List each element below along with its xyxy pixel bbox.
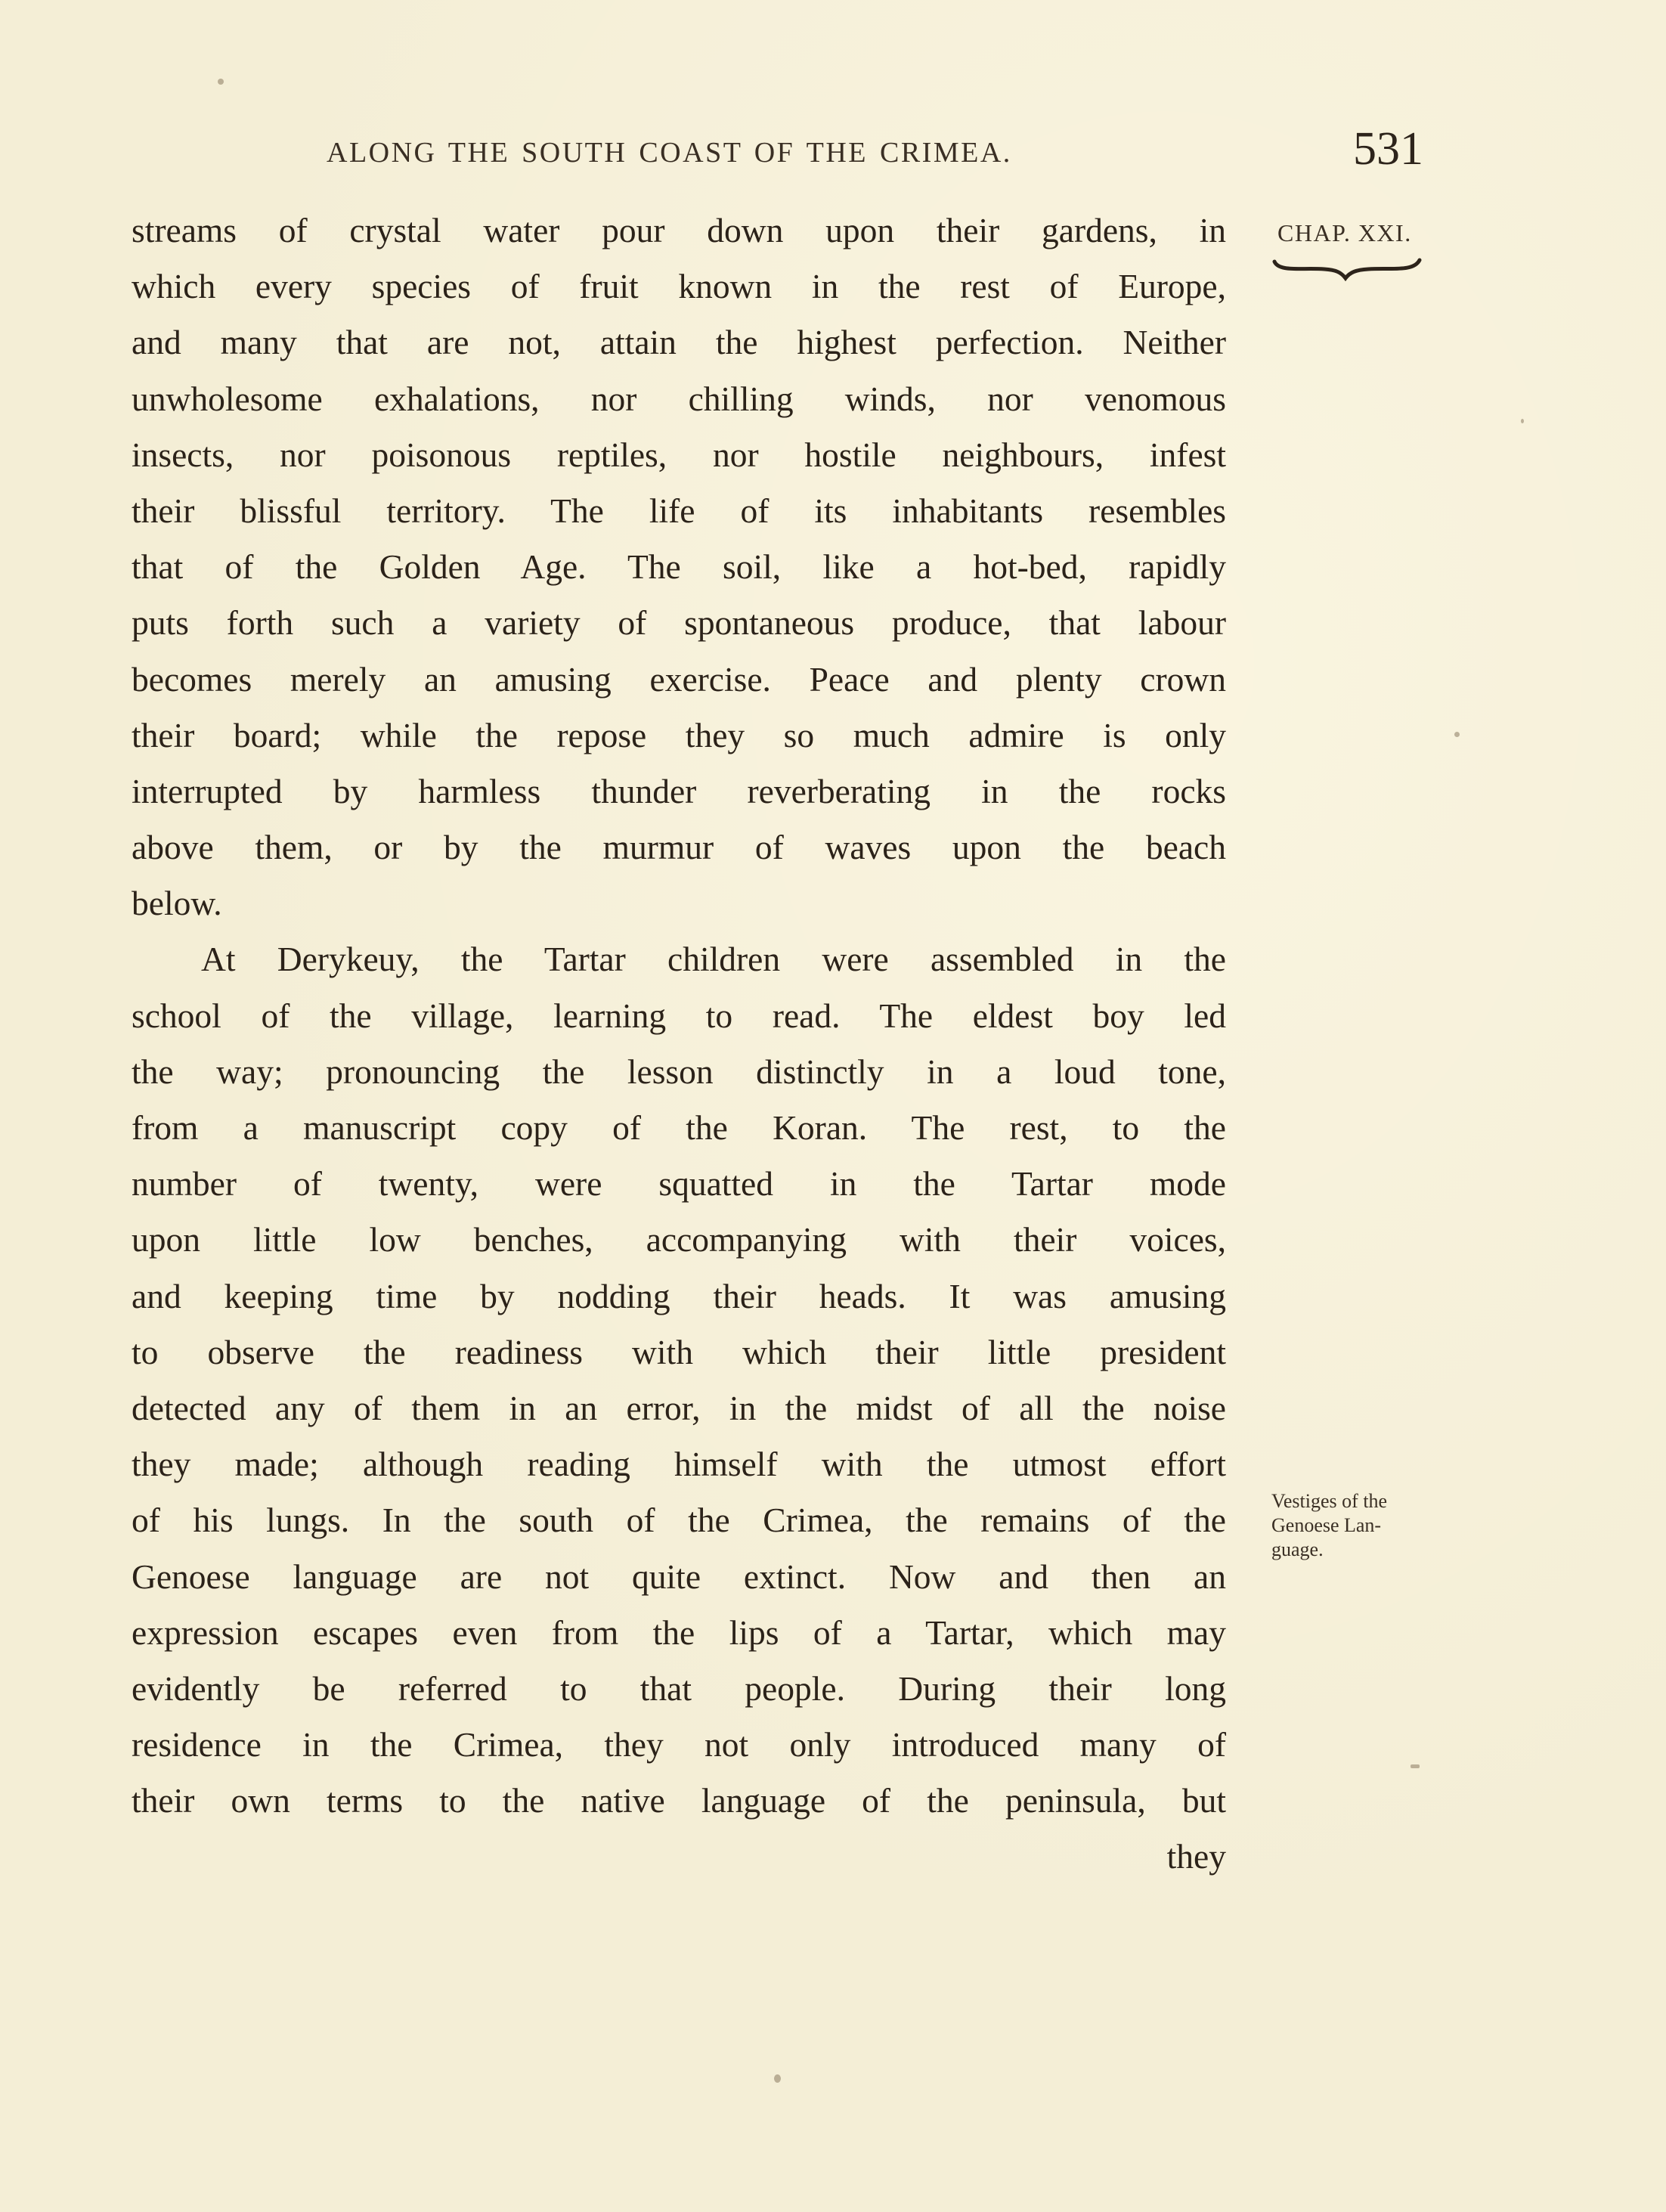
paper-speck — [1454, 732, 1460, 737]
text-line: their blissful territory. The life of its inhabitants resembles — [132, 491, 1226, 530]
text-line: Genoese language are not quite extinct. Now and then an — [132, 1557, 1226, 1596]
text-line: from a manuscript copy of the Koran. The rest, to the — [132, 1108, 1226, 1147]
text-line-paragraph-start: At Derykeuy, the Tartar children were assembled in the — [201, 940, 1226, 979]
text-line: insects, nor poisonous reptiles, nor hostile neighbours, infest — [132, 435, 1226, 474]
catchword: they — [1166, 1837, 1226, 1876]
text-line: puts forth such a variety of spontaneous produce, that labour — [132, 603, 1226, 643]
text-line: their own terms to the native language of the peninsula, but — [132, 1781, 1226, 1820]
text-line-paragraph-end: below. — [132, 884, 222, 923]
marginal-note-line: guage. — [1271, 1538, 1324, 1560]
text-line: streams of crystal water pour down upon their gardens, in — [132, 211, 1226, 249]
text-line: of his lungs. In the south of the Crimea, the remains of the — [132, 1501, 1226, 1540]
marginal-note-line: Vestiges of the — [1271, 1490, 1388, 1512]
text-line: number of twenty, were squatted in the Tartar mode — [132, 1164, 1226, 1204]
paper-speck — [774, 2074, 781, 2083]
paper-speck — [1411, 1764, 1420, 1768]
text-line: which every species of fruit known in the rest of Europe, — [132, 267, 1226, 306]
text-line: and many that are not, attain the highest perfection. Neither — [132, 323, 1226, 362]
marginal-note-line: Genoese Lan- — [1271, 1514, 1382, 1536]
text-line: they made; although reading himself with the utmost effort — [132, 1445, 1226, 1484]
running-title: ALONG THE SOUTH COAST OF THE CRIMEA. — [327, 137, 1012, 169]
text-line: evidently be referred to that people. During their long — [132, 1668, 1226, 1708]
text-line: expression escapes even from the lips of a Tartar, which may — [132, 1613, 1226, 1652]
text-line: residence in the Crimea, they not only introduced many of — [132, 1725, 1226, 1764]
chapter-marker: CHAP. XXI. — [1277, 219, 1412, 246]
text-line: upon little low benches, accompanying with their voices, — [132, 1220, 1226, 1259]
brace-ornament-icon — [1271, 256, 1423, 281]
marginal-note — [1271, 1489, 1445, 1562]
text-line: their board; while the repose they so much admire is only — [132, 715, 1226, 754]
text-line: that of the Golden Age. The soil, like a hot-bed, rapidly — [132, 547, 1226, 587]
paper-speck — [218, 79, 224, 85]
text-line: school of the village, learning to read. The eldest boy led — [132, 996, 1226, 1035]
page-number: 531 — [1353, 123, 1423, 175]
text-line: unwholesome exhalations, nor chilling winds, nor venomous — [132, 379, 1226, 418]
text-line: and keeping time by nodding their heads. It was amusing — [132, 1276, 1226, 1315]
body-text — [132, 203, 1226, 1885]
text-line: above them, or by the murmur of waves upon the beach — [132, 828, 1226, 867]
text-line: interrupted by harmless thunder reverberating in the rocks — [132, 771, 1226, 810]
text-line: becomes merely an amusing exercise. Peace and plenty crown — [132, 659, 1226, 699]
text-line: to observe the readiness with which their little president — [132, 1332, 1226, 1371]
text-line: the way; pronouncing the lesson distinctly in a loud tone, — [132, 1052, 1226, 1091]
paper-speck — [1521, 419, 1524, 423]
text-line: detected any of them in an error, in the midst of all the noise — [132, 1388, 1226, 1427]
